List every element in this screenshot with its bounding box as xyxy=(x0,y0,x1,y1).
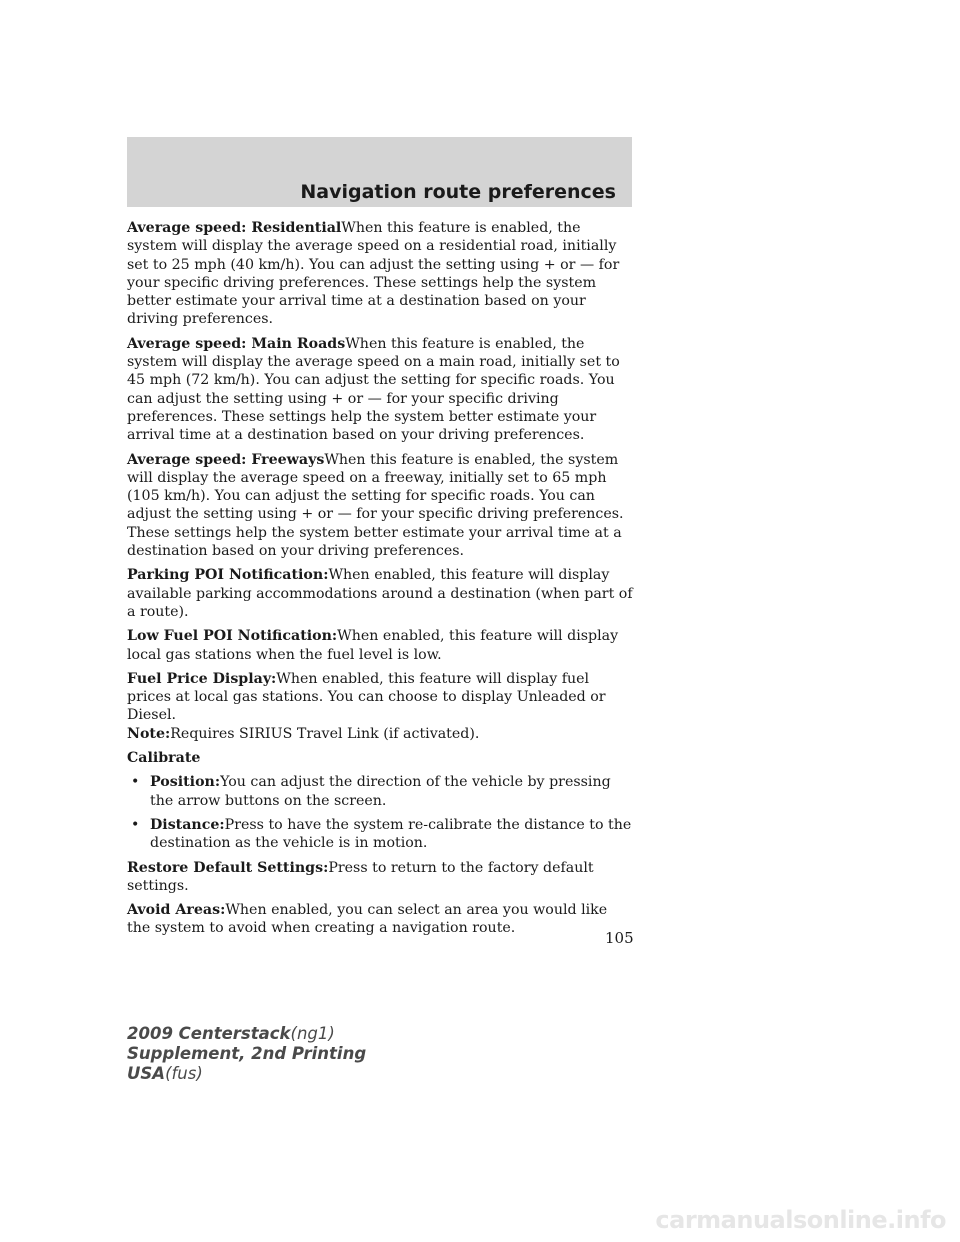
description: You can adjust the direction of the vehicle by pressing the arrow buttons on the screen. xyxy=(150,774,611,809)
footer-code: (fus) xyxy=(165,1064,203,1083)
calibrate-heading: Calibrate xyxy=(127,750,201,767)
term: Distance: xyxy=(150,816,225,833)
term: Low Fuel POI Notification: xyxy=(127,628,338,645)
description: When this feature is enabled, the system will display the average speed on a freeway, initially set to 65 mph (105 km/h). You can adjust the setting for specific roads. You can adjust the setting using + or — for your specific driving preferences. These settings help the system better estimate your arrival time at a destination based on your driving preferences. xyxy=(127,451,624,560)
term: Restore Default Settings: xyxy=(127,859,329,876)
document-body xyxy=(127,219,633,944)
section-fuel-price-display xyxy=(127,670,633,743)
footer-region: USA xyxy=(127,1064,166,1083)
footer-code: (ng1) xyxy=(290,1024,335,1043)
section-parking-poi xyxy=(127,566,633,621)
section-average-speed-main-roads xyxy=(127,335,633,445)
section-average-speed-residential xyxy=(127,219,633,329)
section-avoid-areas xyxy=(127,901,633,938)
term: Average speed: Freeways xyxy=(127,451,325,468)
term: Fuel Price Display: xyxy=(127,670,277,687)
term: Average speed: Residential xyxy=(127,220,342,236)
page-number: 105 xyxy=(605,929,634,947)
description: When enabled, this feature will display available parking accommodations around a destination (when part of a route). xyxy=(127,567,633,620)
description: When enabled, this feature will display fuel prices at local gas stations. You can choose to display Unleaded or Diesel. xyxy=(127,670,606,724)
bullet-distance xyxy=(127,816,633,853)
bullet-icon: • xyxy=(131,774,140,791)
footer-line-1 xyxy=(127,1024,366,1044)
term: Average speed: Main Roads xyxy=(127,335,346,352)
term: Position: xyxy=(150,774,221,791)
description: Press to return to the factory default settings. xyxy=(127,859,594,894)
description: When enabled, you can select an area you would like the system to avoid when creating a navigation route. xyxy=(127,902,608,937)
section-low-fuel-poi xyxy=(127,627,633,664)
note-label: Note: xyxy=(127,725,171,742)
description: Press to have the system re-calibrate the distance to the destination as the vehicle is in motion. xyxy=(150,816,632,852)
description: When enabled, this feature will display local gas stations when the fuel level is low. xyxy=(127,628,619,663)
description: When this feature is enabled, the system will display the average speed on a main road, initially set to 45 mph (72 km/h). You can adjust the setting for specific roads. You can adjust the setting using + or — for your specific driving preferences. These settings help the system better estimate your arrival time at a destination based on your driving preferences. xyxy=(127,335,620,444)
section-average-speed-freeways xyxy=(127,451,633,561)
footer-print-info xyxy=(127,1024,366,1084)
bullet-icon: • xyxy=(131,816,140,833)
header-band xyxy=(127,137,632,207)
term: Parking POI Notification: xyxy=(127,567,329,584)
section-restore-defaults xyxy=(127,859,633,896)
page-title: Navigation route preferences xyxy=(300,181,616,203)
term: Avoid Areas: xyxy=(127,902,226,919)
footer-title: 2009 Centerstack xyxy=(127,1024,291,1043)
footer-line-2: Supplement, 2nd Printing xyxy=(127,1044,367,1063)
note-text: Requires SIRIUS Travel Link (if activated). xyxy=(170,725,480,742)
bullet-position xyxy=(127,773,633,810)
footer-line-3 xyxy=(127,1064,366,1084)
description: When this feature is enabled, the system will display the average speed on a residential road, initially set to 25 mph (40 km/h). You can adjust the setting using + or — for your specific driving preferences. These settings help the system better estimate your arrival time at a destination based on your driving preferences. xyxy=(127,220,620,328)
watermark: carmanualsonline.info xyxy=(655,1206,946,1234)
